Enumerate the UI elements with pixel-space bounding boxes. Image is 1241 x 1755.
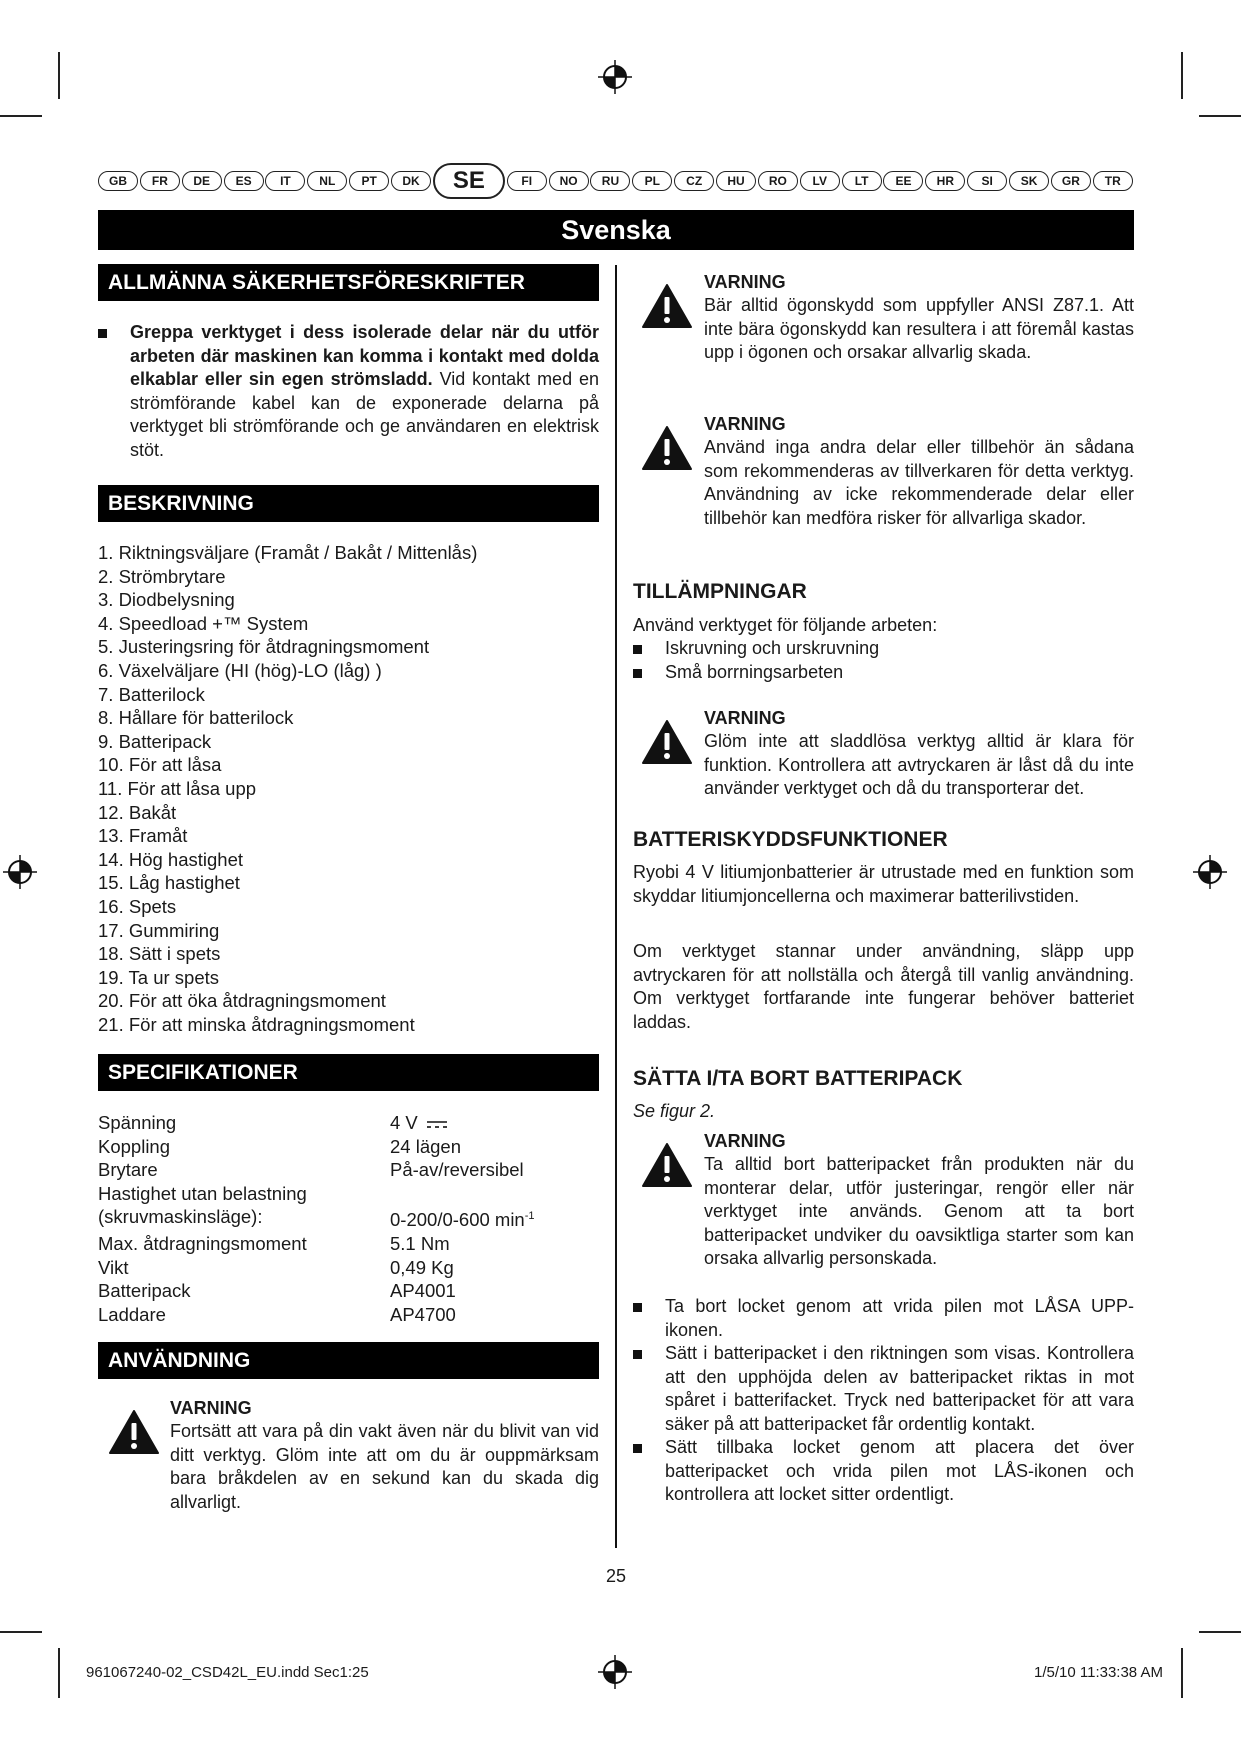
spec-label: Max. åtdragningsmoment	[98, 1233, 307, 1255]
lang-badge: SI	[967, 171, 1007, 191]
warning-eye-protection	[641, 271, 1134, 365]
list-item: 17. Gummiring	[98, 919, 220, 941]
spec-row	[98, 1111, 599, 1135]
list-item: 9. Batteripack	[98, 730, 212, 752]
spec-label: Spänning	[98, 1112, 177, 1133]
lang-badge-active: SE	[433, 163, 505, 199]
list-item: 4. Speedload +™ System	[98, 612, 309, 634]
spec-label: (skruvmaskinsläge):	[98, 1206, 263, 1228]
list-item: 5. Justeringsring för åtdragningsmoment	[98, 636, 430, 658]
spec-label: Vikt	[98, 1256, 129, 1278]
list-item: Sätt i batteripacket i den riktningen som visas. Kontrollera att den upphöjda delen av batteripacket riktas in mot spåret i batterifacket. Tryck ned batteripacket för att vara säker på att batteripacket får ordentlig kontakt.	[633, 1342, 1134, 1436]
battery-protection-para1: Ryobi 4 V litiumjonbatterier är utrustade med en funktion som skyddar litiumjoncellerna och maximerar batterilivstiden.	[633, 862, 1134, 906]
bullet-square	[98, 329, 107, 338]
lang-badge: GB	[98, 171, 138, 191]
list-item: 15. Låg hastighet	[98, 872, 240, 894]
lang-badge: ES	[224, 171, 264, 191]
language-bar	[98, 164, 1133, 198]
dc-symbol-icon	[426, 1119, 448, 1129]
warning-title: VARNING	[170, 1398, 252, 1418]
warning-usage	[108, 1397, 599, 1514]
warning-text: Ta alltid bort batteripacket från produkten när du monterar delar, utför justeringar, rengör eller när verktyget inte används. Genom att ta bort batteripacket undviker du oavsiktliga starter som kan orsaka allvarlig personskada.	[704, 1154, 1134, 1268]
warning-text: Fortsätt att vara på din vakt även när du blivit van vid ditt verktyg. Glöm inte att om du är ouppmärksam bara bråkdelen av en sekund kan du skada dig allvarligt.	[170, 1421, 599, 1512]
lang-badge: FR	[140, 171, 180, 191]
warning-text: Bär alltid ögonskydd som uppfyller ANSI Z87.1. Att inte bära ögonskydd kan resultera i att föremål kastas upp i ögonen och orsakar allvarlig skada.	[704, 295, 1134, 362]
list-item: 11. För att låsa upp	[98, 777, 257, 799]
section-heading-description: BESKRIVNING	[98, 485, 599, 522]
lang-badge: EE	[883, 171, 923, 191]
footer-file-info: 961067240-02_CSD42L_EU.indd Sec1:25	[86, 1664, 369, 1681]
warning-title: VARNING	[704, 708, 786, 728]
spec-value: AP4700	[390, 1303, 456, 1325]
crop-mark	[1181, 1648, 1183, 1698]
section-heading-specs: SPECIFIKATIONER	[98, 1054, 599, 1091]
lang-badge: RU	[590, 171, 630, 191]
lang-badge: NO	[549, 171, 589, 191]
section-heading-battery-pack: SÄTTA I/TA BORT BATTERIPACK	[633, 1067, 963, 1090]
spec-label: Hastighet utan belastning	[98, 1182, 307, 1204]
warning-triangle-icon	[108, 1409, 160, 1455]
crop-mark	[1199, 115, 1241, 117]
spec-label: Laddare	[98, 1303, 166, 1325]
list-item: 7. Batterilock	[98, 683, 205, 705]
warning-title: VARNING	[704, 1131, 786, 1151]
spec-value: AP4001	[390, 1280, 456, 1302]
lang-badge: LV	[800, 171, 840, 191]
list-item: 1. Riktningsväljare (Framåt / Bakåt / Mittenlås)	[98, 542, 478, 563]
section-heading-safety: ALLMÄNNA SÄKERHETSFÖRESKRIFTER	[98, 264, 599, 301]
list-item: 13. Framåt	[98, 825, 188, 847]
list-item: 19. Ta ur spets	[98, 966, 220, 988]
safety-rule	[98, 321, 599, 462]
spec-row	[98, 1232, 599, 1256]
spec-row	[98, 1303, 599, 1327]
warning-accessories	[641, 413, 1134, 530]
list-item: 12. Bakåt	[98, 801, 177, 823]
lang-badge: HU	[716, 171, 756, 191]
section-heading-battery-protection: BATTERISKYDDSFUNKTIONER	[633, 828, 948, 851]
parts-list	[98, 541, 599, 1036]
lang-badge: PT	[349, 171, 389, 191]
lang-badge: CZ	[674, 171, 714, 191]
registration-mark-icon	[598, 1655, 632, 1689]
list-item: Sätt tillbaka locket genom att placera det över batteripacket och vrida pilen mot LÅS-ikonen och kontrollera att locket sitter ordentligt.	[633, 1436, 1134, 1507]
specs-table	[98, 1111, 599, 1327]
list-item: 10. För att låsa	[98, 754, 222, 776]
list-item: 3. Diodbelysning	[98, 589, 235, 611]
spec-row	[98, 1205, 599, 1232]
spec-value: På-av/reversibel	[390, 1159, 524, 1181]
list-item: 18. Sätt i spets	[98, 943, 221, 965]
lang-badge: IT	[265, 171, 305, 191]
spec-row	[98, 1279, 599, 1303]
page-title: Svenska	[98, 210, 1134, 250]
warning-text: Glöm inte att sladdlösa verktyg alltid är klara för funktion. Kontrollera att avtryckaren är låst då du inte använder verktyget och då du transporterar det.	[704, 731, 1134, 798]
column-divider	[615, 265, 617, 1548]
lang-badge: RO	[758, 171, 798, 191]
crop-mark	[1181, 52, 1183, 99]
warning-triangle-icon	[641, 425, 693, 471]
list-item: 6. Växelväljare (HI (hög)-LO (låg) )	[98, 659, 382, 681]
section-heading-usage: ANVÄNDNING	[98, 1342, 599, 1379]
crop-mark	[0, 1631, 42, 1633]
registration-mark-icon	[1193, 855, 1227, 889]
list-item: 14. Hög hastighet	[98, 848, 244, 870]
applications-list	[633, 637, 1134, 684]
registration-mark-icon	[598, 60, 632, 94]
spec-value: 5.1 Nm	[390, 1233, 450, 1255]
spec-row	[98, 1256, 599, 1280]
crop-mark	[58, 1648, 60, 1698]
battery-steps-list	[633, 1295, 1134, 1507]
crop-mark	[1199, 1631, 1241, 1633]
spec-row	[98, 1182, 599, 1206]
lang-badge: LT	[842, 171, 882, 191]
spec-value: 0,49 Kg	[390, 1256, 454, 1278]
registration-mark-icon	[3, 855, 37, 889]
spec-label: Brytare	[98, 1159, 158, 1181]
footer-timestamp: 1/5/10 11:33:38 AM	[1034, 1664, 1163, 1681]
lang-badge: SK	[1009, 171, 1049, 191]
warning-battery-pack	[641, 1130, 1134, 1271]
list-item: Ta bort locket genom att vrida pilen mot LÅSA UPP-ikonen.	[633, 1295, 1134, 1342]
warning-text: Använd inga andra delar eller tillbehör än sådana som rekommenderas av tillverkaren för detta verktyg. Användning av icke rekommenderade delar eller tillbehör kan medföra risker för allvarliga skador.	[704, 437, 1134, 528]
lang-badge: FI	[507, 171, 547, 191]
lang-badge: PL	[632, 171, 672, 191]
warning-triangle-icon	[641, 719, 693, 765]
list-item: 16. Spets	[98, 895, 177, 917]
page-number: 25	[605, 1566, 627, 1586]
applications-intro: Använd verktyget för följande arbeten:	[633, 615, 938, 635]
spec-label: Koppling	[98, 1135, 171, 1157]
battery-protection-para2: Om verktyget stannar under användning, släpp upp avtryckaren för att nollställa och återgå till vanlig användning. Om verktyget fortfarande inte fungerar behöver batteriet laddas.	[633, 941, 1134, 1032]
spec-row	[98, 1158, 599, 1182]
list-item: Iskruvning och urskruvning	[633, 637, 1134, 661]
section-heading-applications: TILLÄMPNINGAR	[633, 580, 807, 603]
spec-row	[98, 1135, 599, 1159]
safety-rule-bold: Greppa verktyget i dess isolerade delar när du utför arbeten där maskinen kan komma i kontakt med dolda elkablar eller sin egen strömsladd.	[130, 322, 599, 389]
lang-badge: DE	[182, 171, 222, 191]
spec-value: 4 V	[390, 1111, 448, 1135]
list-item: 2. Strömbrytare	[98, 565, 226, 587]
crop-mark	[58, 52, 60, 99]
lang-badge: DK	[391, 171, 431, 191]
spec-value: 0-200/0-600 $\min^{-1}$	[390, 1209, 535, 1231]
lang-badge: HR	[925, 171, 965, 191]
list-item: 8. Hållare för batterilock	[98, 707, 294, 729]
warning-triangle-icon	[641, 283, 693, 329]
warning-title: VARNING	[704, 414, 786, 434]
crop-mark	[0, 115, 42, 117]
lang-badge: TR	[1093, 171, 1133, 191]
lang-badge: NL	[307, 171, 347, 191]
list-item: 20. För att öka åtdragningsmoment	[98, 990, 386, 1012]
see-figure: Se figur 2.	[633, 1101, 716, 1121]
warning-triangle-icon	[641, 1142, 693, 1188]
warning-cordless	[641, 707, 1134, 801]
spec-label: Batteripack	[98, 1280, 191, 1302]
lang-badge: GR	[1051, 171, 1091, 191]
spec-value: 24 lägen	[390, 1135, 461, 1157]
list-item: Små borrningsarbeten	[633, 661, 1134, 685]
safety-rule-text: Vid kontakt med en strömförande kabel kan de exponerade delarna på verktyget bli strömförande och ge användaren en elektrisk stöt.	[130, 369, 599, 460]
warning-title: VARNING	[704, 272, 786, 292]
list-item: 21. För att minska åtdragningsmoment	[98, 1013, 415, 1035]
